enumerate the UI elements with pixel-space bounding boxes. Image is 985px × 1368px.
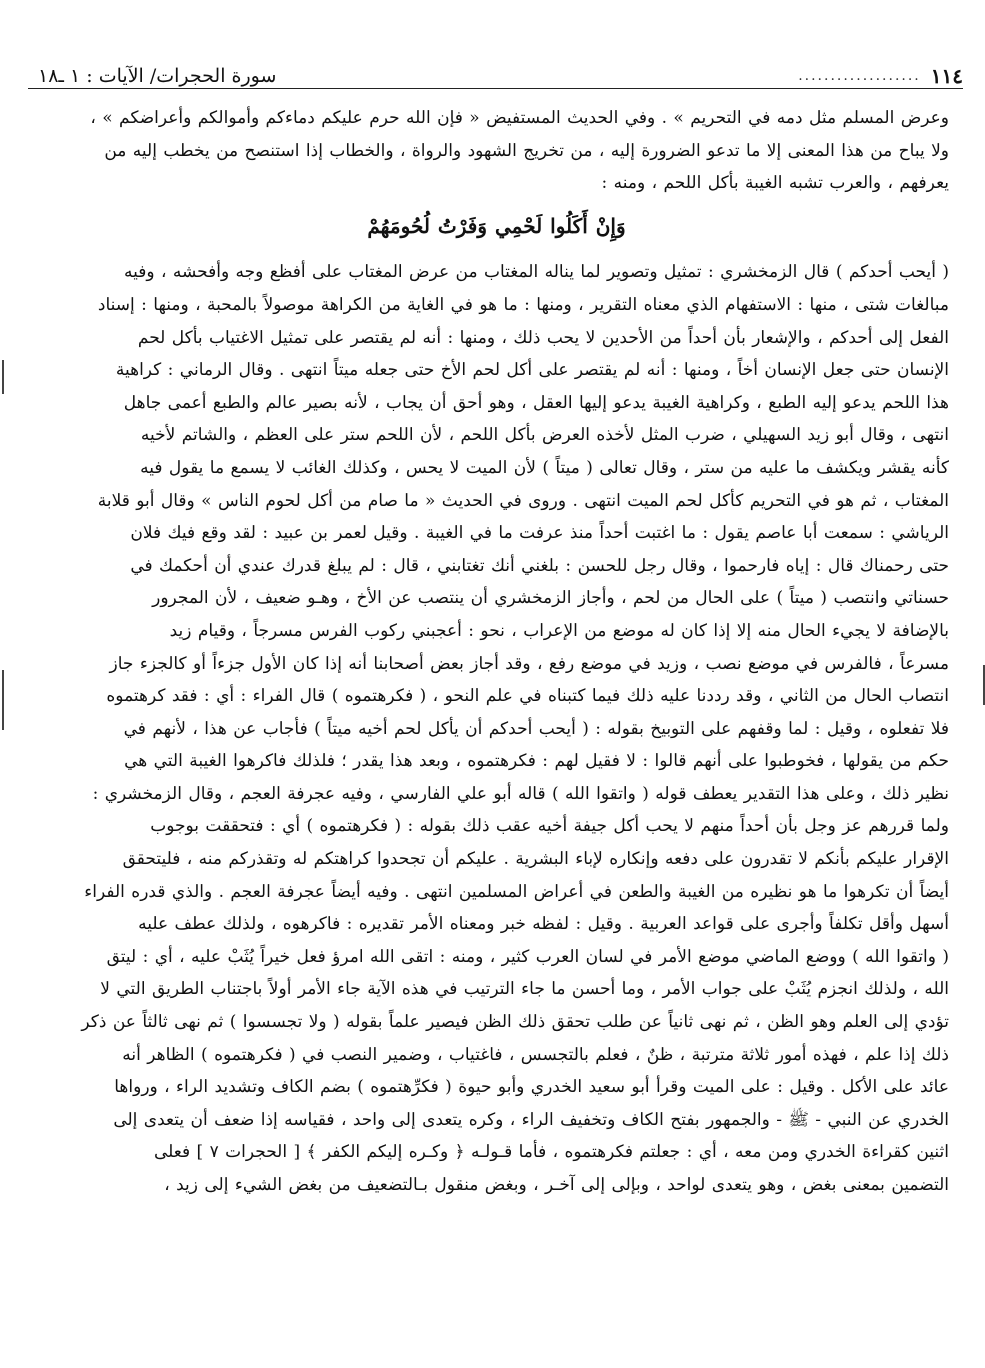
main-text xyxy=(44,102,949,1202)
page-header xyxy=(38,54,963,88)
text-line: حكم من يقولها ، فخوطبوا على أنهم قالوا : لا فقيل لهم : فكرهتموه ، وبعد هذا يقدر ؛ فلذلك فاكرهوا الغيبة التي هي xyxy=(124,751,949,772)
text-line: المغتاب ، ثم هو في التحريم كأكل لحم الميت انتهى . وروى في الحديث « ما صام من أكل لحوم الناس » وقال أبو قلابة xyxy=(97,490,949,511)
text-line: مبالغات شتى ، منها : الاستفهام الذي معناه التقرير ، ومنها : ما هو في الغاية من الكراهة موصولاً بالمحبة ، ومنها : إسناد xyxy=(97,294,949,315)
text-line: عائد على الأكل . وقيل : على الميت وقرأ أبو سعيد الخدري وأبو حيوة ( فكرِّهتموه ) بضم الكاف وتشديد الراء ، ورواها xyxy=(114,1077,949,1098)
leader-dots: ................... xyxy=(798,68,921,84)
text-line: ذلك إذا علم ، فهذه أمور ثلاثة مترتبة ، ظنٌ ، فعلم بالتجسس ، فاغتياب ، وضمير النصب في ( فكرهتموه ) الظاهر أنه xyxy=(122,1044,949,1065)
text-line: الإقرار عليكم بأنكم لا تقدرون على دفعه وإنكاره لإباء البشرية . عليكم أن تجحدوا كراهتكم له وتقذركم منه ، فليتحقق xyxy=(122,849,949,870)
text-line: الفعل إلى أحدكم ، والإشعار بأن أحداً من الأحدين لا يحب ذلك ، ومنها : أنه لم يقتصر على تمثيل الاغتياب بأكل لحم xyxy=(137,327,949,348)
scan-edge-mark xyxy=(2,360,4,394)
text-line: حتى رحمناك قال : إياه فارحموا ، وقال رجل للحسن : بلغني أنك تغتابني ، قال : لم يبلغ قدرك عندي أن أحكمك في xyxy=(130,555,949,576)
text-line: اثنين كقراءة الخدري ومن معه ، أي : جعلتم فكرهتموه ، فأما قـولـه ﴿ وكـره إليكم الكفر ﴾ [ الحجرات ٧ ] فعلى xyxy=(154,1142,949,1163)
text-line: الله ، ولذلك انجزم يُثَبْ على جواب الأمر ، وما أحسن ما جاء الترتيب في هذه الآية جاء الأمر أولاً باجتناب الطريق التي لا xyxy=(100,979,949,1000)
text-line: الرياشي : سمعت أبا عاصم يقول : ما اغتبت أحداً منذ عرفت ما في الغيبة . وقيل لعمر بن عبيد : لقد وقع فيك فلان xyxy=(130,523,949,544)
text-line: وعرض المسلم مثل دمه في التحريم » . وفي الحديث المستفيض « فإن الله حرم عليكم دماءكم وأموالكم وأعراضكم » ، xyxy=(90,108,949,128)
text-line: حسناتي وانتصب ( ميتاً ) على الحال من لحم ، وأجاز الزمخشري أن ينتصب عن الأخ ، وهـو ضعيف ، لأن المجرور xyxy=(152,588,949,609)
text-line: مسرعاً ، فالفرس في موضع نصب ، وزيد في موضع رفع ، وقد أجاز بعض أصحابنا أنه إذا كان الأول جزءاً أو كالجزء جاز xyxy=(109,653,949,674)
text-line: يعرفهم ، والعرب تشبه الغيبة بأكل اللحم ، ومنه : xyxy=(601,173,949,194)
text-line: ( واتقوا الله ) ووضع الماضي موضع الأمر في لسان العرب كثير ، ومنه : اتقى الله امرؤ فعل خيراً يُثَبْ عليه ، أي : ليتق xyxy=(106,946,949,967)
text-line: ولا يباح من هذا المعنى إلا ما تدعو الضرورة إليه ، من تخريج الشهود والرواة ، والخطاب إذا استنصح من يخطب إليه من xyxy=(104,140,949,161)
text-line: انتهى ، وقال أبو زيد السهيلي ، ضرب المثل لأخذه العرض بأكل اللحم ، لأن اللحم ستر على العظم ، والشاتم لأخيه xyxy=(140,425,949,446)
page-number: ١١٤ xyxy=(930,64,963,88)
text-line: انتصاب الحال من الثاني ، وقد رددنا عليه ذلك فيما كتبناه في علم النحو ، ( فكرهتموه ) قال الفراء : أي : فقد كرهتموه xyxy=(106,686,949,707)
text-line: الإنسان حتى جعل الإنسان أخاً ، ومنها : أنه لم يقتصر على أكل لحم الأخ حتى جعله ميتاً انتهى . وقال الرماني : كراهية xyxy=(115,360,949,381)
scan-edge-mark xyxy=(2,670,4,730)
text-line: ولما قررهم عز وجل بأن أحداً منهم لا يحب أكل جيفة أخيه عقب ذلك بقوله : ( فكرهتموه ) أي : فتحققت بوجوب xyxy=(150,816,949,837)
header-rule xyxy=(28,88,963,89)
text-line: كأنه يقشر ويكشف ما عليه من ستر ، وقال تعالى ( ميتاً ) لأن الميت لا يحس ، وكذلك الغائب لا يسمع ما يقول فيه xyxy=(140,457,949,478)
text-line: أيضاً أن تكرهوا ما هو نظيره من الغيبة والطعن في أعراض المسلمين انتهى . وفيه أيضاً عجرفة العجم . والذي قدره الفراء xyxy=(84,881,949,902)
text-line: أسهل وأقل تكلفاً وأجرى على قواعد العربية . وقيل : لفظه خبر ومعناه الأمر تقديره : فاكرهوه ، ولذلك عطف عليه xyxy=(138,914,949,935)
text-line: بالإضافة لا يجيء الحال منه إلا إذا كان له موضع من الإعراب ، نحو : أعجبني ركوب الفرس مسرجاً ، وقيام زيد xyxy=(169,620,949,641)
text-line: تؤدي إلى العلم وهو الظن ، ثم نهى ثانياً عن طلب تحقق ذلك الظن فيصير علماً بقوله ( ولا تجسسوا ) ثم نهى ثالثاً عن ذكر xyxy=(81,1012,949,1033)
text-line: فلا تفعلوه ، وقيل : لما وقفهم على التوبيخ بقوله : ( أيحب أحدكم أن يأكل لحم أخيه ميتاً ) فأجاب عن هذا ، لأنهم في xyxy=(123,718,949,739)
text-line: هذا اللحم يدعو إليه الطبع ، وكراهية الغيبة يدعو إليها العقل ، وهو أحق أن يجاب ، لأنه بصير عالم والطبع أعمى جاهل xyxy=(123,392,949,413)
running-title: سورة الحجرات/ الآيات : ١ ـ١٨ xyxy=(38,65,277,87)
text-line: ( أيحب أحدكم ) قال الزمخشري : تمثيل وتصوير لما يناله المغتاب من عرض المغتاب على أفظع وجه وأفحشه ، وفيه xyxy=(123,262,949,283)
text-line: التضمين بمعنى بغض ، وهو يتعدى لواحد ، وبإلى إلى آخـر ، وبغض منقول بـالتضعيف من بغض الشيء إلى زيد ، xyxy=(164,1175,949,1195)
text-line: نظير ذلك ، وعلى هذا التقدير يعطف قوله ( واتقوا الله ) قاله أبو علي الفارسي ، وفيه عجرفة العجم ، وقال الزمخشري : xyxy=(92,783,949,804)
text-line: الخدري عن النبي - ﷺ - والجمهور بفتح الكاف وتخفيف الراء ، وكره يتعدى إلى واحد ، فقياسه إذا ضعف أن يتعدى إلى xyxy=(113,1109,949,1130)
poetry-verse: وَإِنْ أَكَلُوا لَحْمِي وَفَرْتُ لُحُومَهُمْ xyxy=(367,213,626,238)
